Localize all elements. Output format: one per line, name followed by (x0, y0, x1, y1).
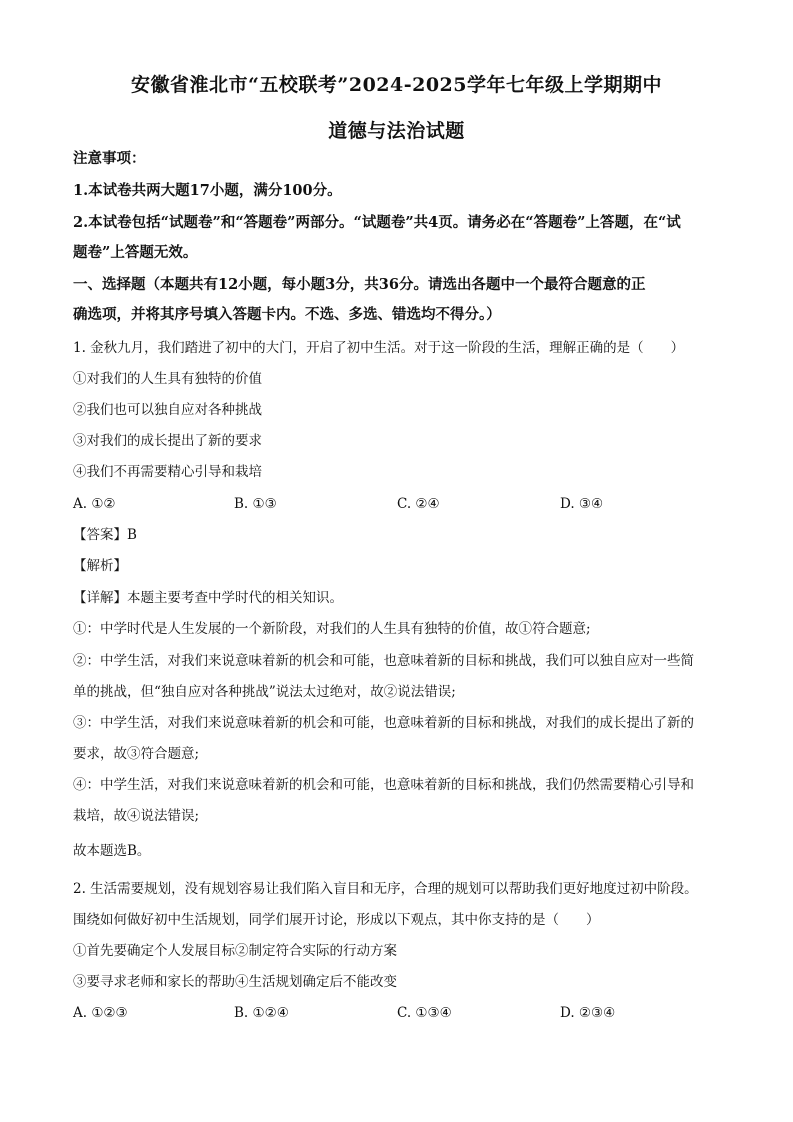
question-2-stem-line-1: 2. 生活需要规划，没有规划容易让我们陷入盲目和无序，合理的规划可以帮助我们更好地度过初中阶段。 (73, 881, 698, 897)
question-2-statements-1-2: ①首先要确定个人发展目标②制定符合实际的行动方案 (73, 943, 397, 959)
question-1-option-d: D. ③④ (560, 496, 604, 512)
question-1-statement-2: ②我们也可以独自应对各种挑战 (73, 402, 262, 418)
question-1-conclusion: 故本题选B。 (73, 843, 151, 859)
question-1-option-a: A. ①② (73, 496, 116, 512)
question-1-statement-1: ①对我们的人生具有独特的价值 (73, 371, 262, 387)
question-2-option-d: D. ②③④ (560, 1005, 616, 1021)
notice-item-2-line-1: 2.本试卷包括“试题卷”和“答题卷”两部分。“试题卷”共4页。请务必在“答题卷”上答题，在“试 (73, 214, 681, 231)
question-1-explanation-2-line-1: ②：中学生活，对我们来说意味着新的机会和可能，也意味着新的目标和挑战，我们可以独自应对一些简 (73, 653, 694, 669)
question-2-option-c: C. ①③④ (397, 1005, 452, 1021)
question-1-explanation-1: ①：中学时代是人生发展的一个新阶段，对我们的人生具有独特的价值，故①符合题意; (73, 621, 591, 637)
question-1-stem: 1. 金秋九月，我们踏进了初中的大门，开启了初中生活。对于这一阶段的生活，理解正确的是（ ） (73, 340, 685, 356)
question-1-answer: 【答案】B (73, 527, 137, 543)
notice-heading: 注意事项： (73, 150, 146, 167)
question-1-explanation-4-line-2: 栽培，故④说法错误; (73, 808, 200, 824)
question-1-option-c: C. ②④ (397, 496, 440, 512)
question-1-detail: 【详解】本题主要考查中学时代的相关知识。 (73, 590, 343, 606)
notice-item-1: 1.本试卷共两大题17小题，满分100分。 (73, 182, 342, 199)
notice-item-2-line-2: 题卷”上答题无效。 (73, 244, 198, 261)
question-1-explanation-3-line-1: ③：中学生活，对我们来说意味着新的机会和可能，也意味着新的目标和挑战，对我们的成长提出了新的 (73, 715, 694, 731)
question-1-statement-3: ③对我们的成长提出了新的要求 (73, 433, 262, 449)
question-2-option-b: B. ①②④ (234, 1005, 289, 1021)
question-2-statements-3-4: ③要寻求老师和家长的帮助④生活规划确定后不能改变 (73, 974, 397, 990)
section-heading-line-1: 一、选择题（本题共有12小题，每小题3分，共36分。请选出各题中一个最符合题意的正 (73, 276, 646, 293)
question-1-statement-4: ④我们不再需要精心引导和栽培 (73, 464, 262, 480)
page-title: 安徽省淮北市“五校联考”2024-2025学年七年级上学期期中 (130, 74, 662, 96)
question-2-option-a: A. ①②③ (73, 1005, 128, 1021)
section-heading-line-2: 确选项，并将其序号填入答题卡内。不选、多选、错选均不得分。） (73, 306, 501, 323)
question-2-stem-line-2: 围绕如何做好初中生活规划，同学们展开讨论，形成以下观点，其中你支持的是（ ） (73, 912, 600, 928)
page-subtitle: 道德与法治试题 (328, 120, 465, 142)
question-1-analysis-label: 【解析】 (73, 558, 127, 574)
question-1-explanation-2-line-2: 单的挑战，但“独自应对各种挑战”说法太过绝对，故②说法错误; (73, 684, 456, 700)
question-1-explanation-3-line-2: 要求，故③符合题意; (73, 746, 200, 762)
question-1-option-b: B. ①③ (234, 496, 277, 512)
question-1-explanation-4-line-1: ④：中学生活，对我们来说意味着新的机会和可能，也意味着新的目标和挑战，我们仍然需要精心引导和 (73, 777, 694, 793)
